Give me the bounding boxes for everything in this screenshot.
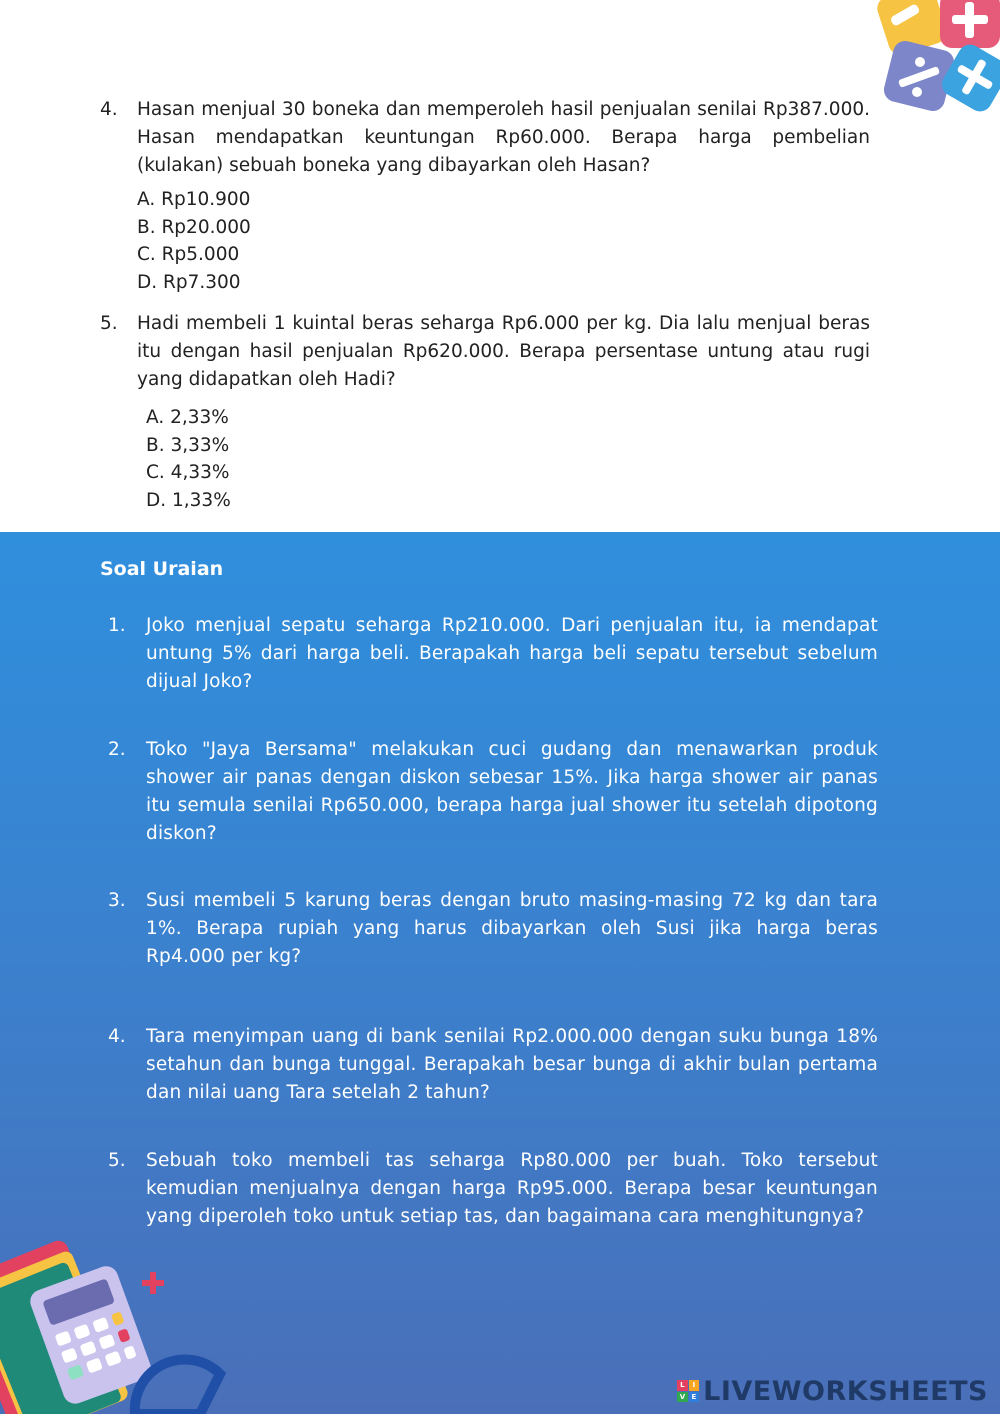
essay-question-1: [108, 612, 878, 696]
question-text: Sebuah toko membeli tas seharga Rp80.000 per buah. Toko tersebut kemudian menjualnya dengan harga Rp95.000. Berapa besar keuntungan yang diperoleh toko untuk setiap tas, dan bagaimana cara menghitungnya?: [146, 1150, 878, 1227]
logo-letter-l: L: [677, 1380, 688, 1391]
option-b[interactable]: B. Rp20.000: [137, 216, 251, 238]
essay-question-4: [108, 1023, 878, 1107]
question-number: 5.: [100, 313, 118, 334]
option-a[interactable]: A. 2,33%: [146, 407, 229, 428]
option-a[interactable]: A. Rp10.900: [137, 189, 251, 210]
question-text: Hadi membeli 1 kuintal beras seharga Rp6.000 per kg. Dia lalu menjual beras itu dengan hasil penjualan Rp620.000. Berapa persentase untung atau rugi yang didapatkan oleh Hadi?: [137, 313, 870, 390]
question-text: Hasan menjual 30 boneka dan memperoleh hasil penjualan senilai Rp387.000. Hasan mendapatkan keuntungan Rp60.000. Berapa harga pembelian (kulakan) sebuah boneka yang dibayarkan oleh Hasan?: [137, 99, 870, 176]
section-title: Soal Uraian: [100, 558, 224, 580]
option-c[interactable]: C. Rp5.000: [137, 244, 240, 266]
question-number: 5.: [108, 1150, 126, 1171]
answer-options: [137, 186, 870, 297]
option-b[interactable]: B. 3,33%: [146, 434, 230, 456]
question-text: Toko "Jaya Bersama" melakukan cuci gudang dan menawarkan produk shower air panas dengan diskon sebesar 15%. Jika harga shower air panas itu semula senilai Rp650.000, berapa harga jual shower itu setelah dipotong diskon?: [146, 739, 878, 844]
brand-name: LIVEWORKSHEETS: [703, 1375, 988, 1407]
brand-logo-icon: [677, 1380, 699, 1402]
question-number: 4.: [108, 1026, 126, 1047]
liveworksheets-brand[interactable]: [677, 1376, 988, 1406]
logo-letter-i: I: [689, 1380, 700, 1391]
logo-letter-v: V: [677, 1392, 688, 1403]
question-number: 4.: [100, 99, 118, 120]
essay-question-5: [108, 1147, 878, 1231]
option-d[interactable]: D. Rp7.300: [137, 272, 241, 294]
question-text: Joko menjual sepatu seharga Rp210.000. Dari penjualan itu, ia mendapat untung 5% dari harga beli. Berapakah harga beli sepatu tersebut sebelum dijual Joko?: [146, 615, 878, 692]
answer-options: [146, 404, 870, 515]
option-c[interactable]: C. 4,33%: [146, 462, 230, 484]
math-symbols-icon: [870, 0, 1000, 120]
essay-section: [0, 532, 1000, 1414]
logo-letter-e: E: [689, 1392, 700, 1403]
essay-question-2: [108, 736, 878, 848]
question-text: Susi membeli 5 karung beras dengan bruto masing-masing 72 kg dan tara 1%. Berapa rupiah yang harus dibayarkan oleh Susi jika harga beras Rp4.000 per kg?: [146, 890, 878, 967]
question-number: 1.: [108, 615, 126, 636]
question-number: 3.: [108, 890, 126, 911]
option-d[interactable]: D. 1,33%: [146, 490, 231, 512]
mcq-question-5: [100, 310, 870, 515]
mcq-question-4: [100, 96, 870, 297]
essay-question-3: [108, 887, 878, 971]
calculator-icon: [0, 1234, 230, 1414]
question-number: 2.: [108, 739, 126, 760]
question-text: Tara menyimpan uang di bank senilai Rp2.000.000 dengan suku bunga 18% setahun dan bunga tunggal. Berapakah besar bunga di akhir bulan pertama dan nilai uang Tara setelah 2 tahun?: [146, 1026, 878, 1103]
